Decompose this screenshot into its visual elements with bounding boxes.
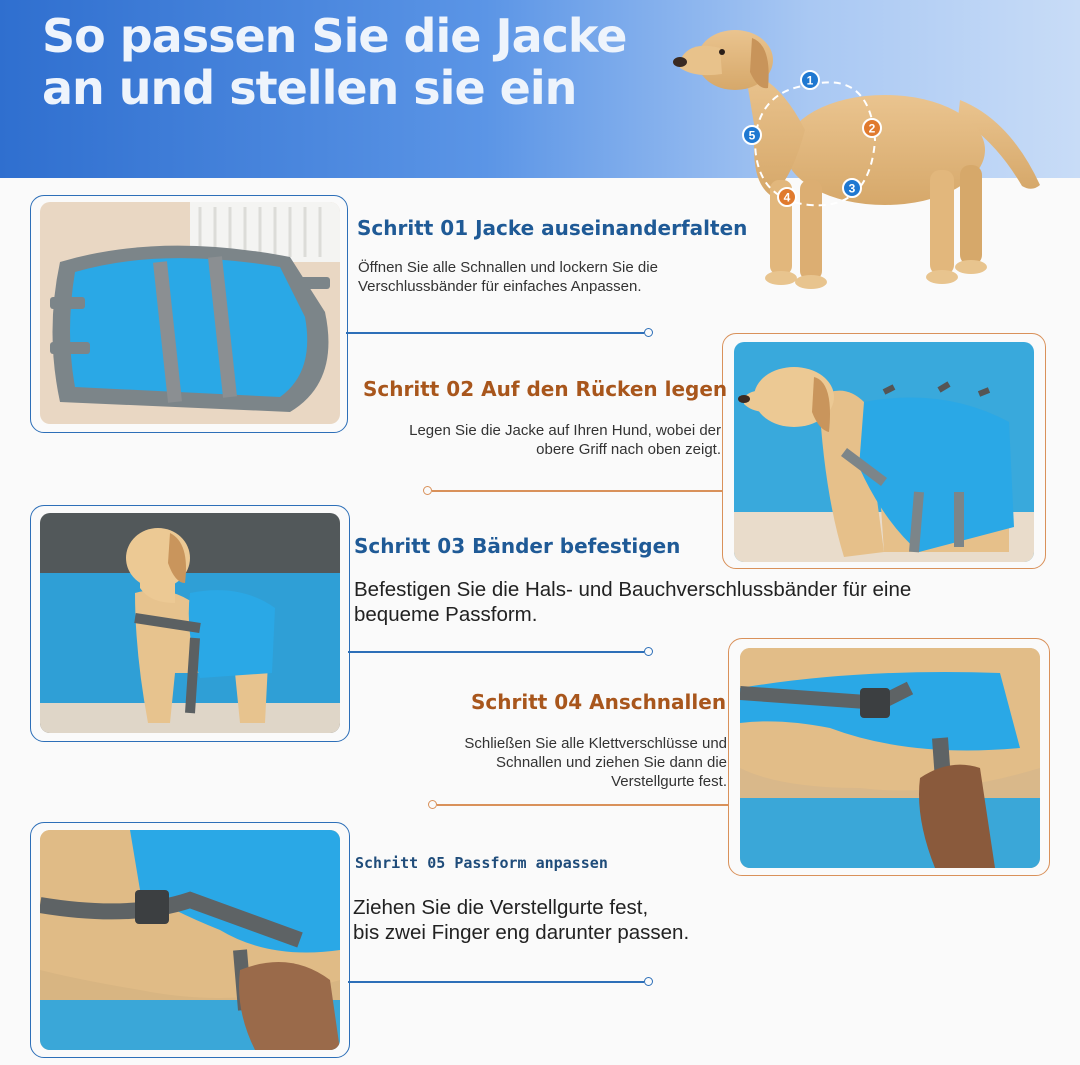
step-5-desc-line-2: bis zwei Finger eng darunter passen. [353, 921, 690, 944]
title-line-1: So passen Sie die Jacke [42, 9, 627, 63]
step-3-connector [348, 651, 644, 653]
step-3-desc-line-2: bequeme Passform. [354, 603, 538, 626]
marker-3 [843, 179, 861, 197]
step-2-connector [432, 490, 723, 492]
step-1-desc-line-2: Verschlussbänder für einfaches Anpassen. [358, 278, 642, 295]
step-2-desc-line-2: obere Griff nach oben zeigt. [536, 441, 721, 458]
marker-5 [743, 126, 761, 144]
marker-4 [778, 188, 796, 206]
step-5-description [353, 895, 689, 945]
svg-text:4: 4 [783, 190, 791, 205]
step-2-description [300, 421, 721, 459]
step-1-connector [346, 332, 644, 334]
step-4-desc-line-1: Schließen Sie alle Klettverschlüsse und [464, 735, 727, 752]
step-4-connector-dot [428, 800, 437, 809]
step-1-title: Schritt 01 Jacke auseinanderfalten [357, 216, 748, 240]
page-title [42, 10, 702, 114]
step-4-desc-line-3: Verstellgurte fest. [611, 773, 727, 790]
step-4-description [380, 734, 727, 791]
step-2-photo [734, 342, 1034, 562]
step-3-connector-dot [644, 647, 653, 656]
step-5-connector-dot [644, 977, 653, 986]
step-5-title: Schritt 05 Passform anpassen [355, 854, 608, 872]
step-4-title: Schritt 04 Anschnallen [471, 690, 727, 714]
step-3-title: Schritt 03 Bänder befestigen [354, 534, 681, 558]
svg-text:2: 2 [868, 121, 876, 136]
step-1-connector-dot [644, 328, 653, 337]
step-4-photo [740, 648, 1040, 868]
step-3-photo [40, 513, 340, 733]
title-line-2: an und stellen sie ein [42, 61, 577, 115]
step-2-desc-line-1: Legen Sie die Jacke auf Ihren Hund, wobei der [409, 422, 721, 439]
svg-text:5: 5 [748, 128, 756, 143]
svg-text:3: 3 [848, 181, 856, 196]
step-4-connector [437, 804, 728, 806]
step-3-description [354, 577, 1054, 627]
svg-text:1: 1 [806, 73, 814, 88]
step-1-description [358, 258, 658, 296]
step-1-photo [40, 202, 340, 424]
step-5-desc-line-1: Ziehen Sie die Verstellgurte fest, [353, 896, 649, 919]
step-5-connector [348, 981, 644, 983]
step-5-photo [40, 830, 340, 1050]
step-4-desc-line-2: Schnallen und ziehen Sie dann die [495, 754, 727, 771]
marker-2 [863, 119, 881, 137]
step-3-desc-line-1: Befestigen Sie die Hals- und Bauchverschlussbänder für eine [354, 578, 912, 601]
hero-dog-illustration [660, 10, 1060, 300]
step-2-connector-dot [423, 486, 432, 495]
step-2-title: Schritt 02 Auf den Rücken legen [363, 377, 728, 401]
step-1-desc-line-1: Öffnen Sie alle Schnallen und lockern Sie die [358, 259, 658, 276]
marker-1 [801, 71, 819, 89]
